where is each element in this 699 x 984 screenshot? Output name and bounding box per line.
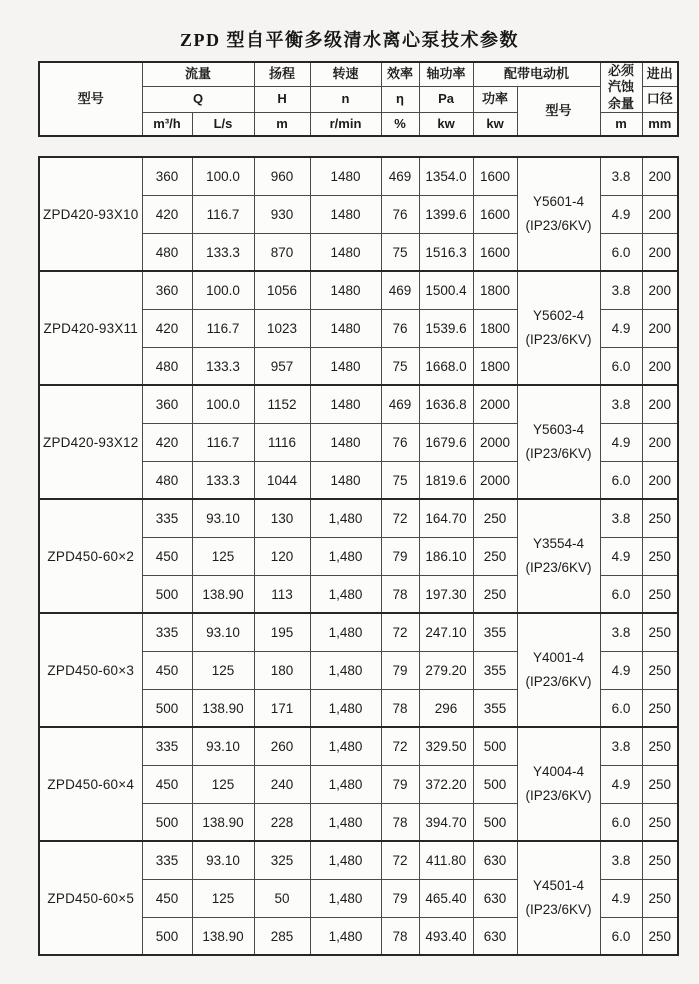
- flow-m3h-cell: 500: [142, 689, 192, 727]
- speed-cell: 1,480: [310, 841, 381, 879]
- head-cell: 1023: [254, 309, 310, 347]
- diameter-cell: 200: [642, 461, 678, 499]
- efficiency-cell: 76: [381, 423, 419, 461]
- shaft-power-cell: 1636.8: [419, 385, 473, 423]
- npsh-cell: 6.0: [600, 689, 642, 727]
- motor-model-name: Y5601-4: [532, 194, 585, 210]
- efficiency-cell: 79: [381, 651, 419, 689]
- flow-m3h-cell: 335: [142, 727, 192, 765]
- motor-model: [517, 841, 600, 955]
- flow-ls-cell: 100.0: [192, 157, 254, 195]
- flow-ls-cell: 138.90: [192, 803, 254, 841]
- col-header-diameter: 口径: [642, 86, 678, 112]
- motor-power-cell: 630: [473, 879, 517, 917]
- speed-cell: 1480: [310, 309, 381, 347]
- motor-power-cell: 250: [473, 575, 517, 613]
- unit-npsh-m: m: [600, 112, 642, 136]
- data-table-body: [39, 157, 678, 955]
- npsh-cell: 6.0: [600, 917, 642, 955]
- shaft-power-cell: 1668.0: [419, 347, 473, 385]
- flow-m3h-cell: 480: [142, 461, 192, 499]
- npsh-cell: 6.0: [600, 347, 642, 385]
- efficiency-cell: 79: [381, 765, 419, 803]
- motor-model-name: Y3554-4: [532, 536, 585, 552]
- flow-ls-cell: 125: [192, 879, 254, 917]
- efficiency-cell: 78: [381, 575, 419, 613]
- diameter-cell: 250: [642, 841, 678, 879]
- motor-power-cell: 250: [473, 499, 517, 537]
- header-table-body: [39, 62, 678, 136]
- efficiency-cell: 78: [381, 689, 419, 727]
- flow-ls-cell: 100.0: [192, 271, 254, 309]
- head-cell: 1056: [254, 271, 310, 309]
- col-header-flow: 流量: [142, 62, 254, 86]
- npsh-cell: 4.9: [600, 651, 642, 689]
- speed-cell: 1,480: [310, 727, 381, 765]
- speed-cell: 1,480: [310, 917, 381, 955]
- efficiency-cell: 76: [381, 195, 419, 233]
- flow-ls-cell: 125: [192, 765, 254, 803]
- head-cell: 130: [254, 499, 310, 537]
- flow-m3h-cell: 360: [142, 271, 192, 309]
- efficiency-cell: 72: [381, 727, 419, 765]
- col-header-inlet-outlet: 进出: [642, 62, 678, 86]
- motor-power-cell: 500: [473, 765, 517, 803]
- table-row: [39, 727, 678, 765]
- diameter-cell: 250: [642, 575, 678, 613]
- diameter-cell: 200: [642, 157, 678, 195]
- shaft-power-cell: 465.40: [419, 879, 473, 917]
- col-header-efficiency: 效率: [381, 62, 419, 86]
- efficiency-cell: 76: [381, 309, 419, 347]
- npsh-cell: 3.8: [600, 613, 642, 651]
- table-row: [39, 499, 678, 537]
- head-cell: 957: [254, 347, 310, 385]
- symbol-pa: Pa: [419, 86, 473, 112]
- diameter-cell: 250: [642, 689, 678, 727]
- motor-model-ip-rating: (IP23/6KV): [525, 218, 592, 234]
- motor-model-ip-rating: (IP23/6KV): [525, 446, 592, 462]
- npsh-cell: 4.9: [600, 537, 642, 575]
- symbol-n: n: [310, 86, 381, 112]
- motor-model-ip-rating: (IP23/6KV): [525, 902, 592, 918]
- flow-m3h-cell: 450: [142, 651, 192, 689]
- shaft-power-cell: 372.20: [419, 765, 473, 803]
- diameter-cell: 200: [642, 195, 678, 233]
- table-row: [39, 385, 678, 423]
- motor-power-cell: 1800: [473, 347, 517, 385]
- unit-rmin: r/min: [310, 112, 381, 136]
- flow-ls-cell: 116.7: [192, 309, 254, 347]
- shaft-power-cell: 296: [419, 689, 473, 727]
- speed-cell: 1,480: [310, 537, 381, 575]
- flow-ls-cell: 116.7: [192, 423, 254, 461]
- efficiency-cell: 75: [381, 347, 419, 385]
- shaft-power-cell: 1819.6: [419, 461, 473, 499]
- head-cell: 50: [254, 879, 310, 917]
- head-cell: 260: [254, 727, 310, 765]
- motor-model-ip-rating: (IP23/6KV): [525, 674, 592, 690]
- diameter-cell: 250: [642, 651, 678, 689]
- shaft-power-cell: 1500.4: [419, 271, 473, 309]
- speed-cell: 1,480: [310, 651, 381, 689]
- diameter-cell: 200: [642, 423, 678, 461]
- head-cell: 285: [254, 917, 310, 955]
- symbol-h: H: [254, 86, 310, 112]
- flow-m3h-cell: 500: [142, 917, 192, 955]
- shaft-power-cell: 197.30: [419, 575, 473, 613]
- efficiency-cell: 72: [381, 499, 419, 537]
- col-header-head: 扬程: [254, 62, 310, 86]
- flow-m3h-cell: 450: [142, 765, 192, 803]
- speed-cell: 1,480: [310, 765, 381, 803]
- npsh-cell: 4.9: [600, 423, 642, 461]
- col-header-motor-power: 功率: [473, 86, 517, 112]
- flow-ls-cell: 93.10: [192, 727, 254, 765]
- motor-model: [517, 613, 600, 727]
- flow-m3h-cell: 420: [142, 423, 192, 461]
- unit-kw-shaft: kw: [419, 112, 473, 136]
- diameter-cell: 250: [642, 537, 678, 575]
- efficiency-cell: 72: [381, 841, 419, 879]
- flow-m3h-cell: 335: [142, 499, 192, 537]
- speed-cell: 1,480: [310, 613, 381, 651]
- pump-model: ZPD450-60×5: [39, 841, 142, 955]
- flow-m3h-cell: 480: [142, 347, 192, 385]
- table-row: [39, 841, 678, 879]
- motor-model-ip-rating: (IP23/6KV): [525, 788, 592, 804]
- shaft-power-cell: 186.10: [419, 537, 473, 575]
- npsh-cell: 3.8: [600, 727, 642, 765]
- motor-power-cell: 2000: [473, 461, 517, 499]
- speed-cell: 1480: [310, 385, 381, 423]
- symbol-q: Q: [142, 86, 254, 112]
- head-cell: 195: [254, 613, 310, 651]
- col-header-motor-model: 型号: [517, 86, 600, 136]
- header-table: [38, 61, 679, 137]
- npsh-cell: 6.0: [600, 575, 642, 613]
- col-header-speed: 转速: [310, 62, 381, 86]
- symbol-eta: η: [381, 86, 419, 112]
- motor-model: [517, 271, 600, 385]
- motor-model-name: Y4001-4: [532, 650, 585, 666]
- flow-m3h-cell: 500: [142, 575, 192, 613]
- diameter-cell: 200: [642, 385, 678, 423]
- flow-m3h-cell: 450: [142, 879, 192, 917]
- speed-cell: 1480: [310, 157, 381, 195]
- efficiency-cell: 78: [381, 803, 419, 841]
- speed-cell: 1480: [310, 233, 381, 271]
- head-cell: 870: [254, 233, 310, 271]
- shaft-power-cell: 411.80: [419, 841, 473, 879]
- motor-model: [517, 727, 600, 841]
- flow-ls-cell: 100.0: [192, 385, 254, 423]
- table-row: [39, 157, 678, 195]
- motor-power-cell: 2000: [473, 385, 517, 423]
- flow-ls-cell: 93.10: [192, 841, 254, 879]
- table-row: [39, 271, 678, 309]
- unit-m3h: m³/h: [142, 112, 192, 136]
- unit-percent: %: [381, 112, 419, 136]
- diameter-cell: 250: [642, 879, 678, 917]
- npsh-cell: 4.9: [600, 195, 642, 233]
- head-cell: 1152: [254, 385, 310, 423]
- speed-cell: 1,480: [310, 689, 381, 727]
- efficiency-cell: 469: [381, 157, 419, 195]
- diameter-cell: 200: [642, 309, 678, 347]
- motor-power-cell: 355: [473, 689, 517, 727]
- speed-cell: 1480: [310, 347, 381, 385]
- speed-cell: 1480: [310, 423, 381, 461]
- npsh-cell: 4.9: [600, 309, 642, 347]
- unit-m: m: [254, 112, 310, 136]
- motor-model: [517, 499, 600, 613]
- efficiency-cell: 469: [381, 385, 419, 423]
- motor-model-name: Y5602-4: [532, 308, 585, 324]
- head-cell: 240: [254, 765, 310, 803]
- head-cell: 113: [254, 575, 310, 613]
- motor-model-name: Y4501-4: [532, 878, 585, 894]
- head-cell: 325: [254, 841, 310, 879]
- flow-ls-cell: 138.90: [192, 917, 254, 955]
- head-cell: 120: [254, 537, 310, 575]
- diameter-cell: 200: [642, 233, 678, 271]
- shaft-power-cell: 1399.6: [419, 195, 473, 233]
- motor-power-cell: 1600: [473, 157, 517, 195]
- col-header-motor: 配带电动机: [473, 62, 600, 86]
- npsh-cell: 3.8: [600, 271, 642, 309]
- flow-ls-cell: 133.3: [192, 461, 254, 499]
- diameter-cell: 250: [642, 499, 678, 537]
- pump-model: ZPD450-60×4: [39, 727, 142, 841]
- speed-cell: 1480: [310, 195, 381, 233]
- flow-m3h-cell: 360: [142, 157, 192, 195]
- head-cell: 180: [254, 651, 310, 689]
- npsh-cell: 3.8: [600, 385, 642, 423]
- motor-power-cell: 500: [473, 727, 517, 765]
- pump-model: ZPD420-93X12: [39, 385, 142, 499]
- npsh-cell: 4.9: [600, 879, 642, 917]
- flow-m3h-cell: 335: [142, 841, 192, 879]
- shaft-power-cell: 1516.3: [419, 233, 473, 271]
- motor-power-cell: 355: [473, 613, 517, 651]
- flow-ls-cell: 138.90: [192, 689, 254, 727]
- efficiency-cell: 75: [381, 461, 419, 499]
- flow-m3h-cell: 420: [142, 309, 192, 347]
- shaft-power-cell: 279.20: [419, 651, 473, 689]
- motor-power-cell: 500: [473, 803, 517, 841]
- speed-cell: 1,480: [310, 879, 381, 917]
- page-title: ZPD 型自平衡多级清水离心泵技术参数: [180, 30, 519, 50]
- flow-ls-cell: 125: [192, 651, 254, 689]
- diameter-cell: 250: [642, 727, 678, 765]
- npsh-cell: 3.8: [600, 499, 642, 537]
- shaft-power-cell: 164.70: [419, 499, 473, 537]
- motor-power-cell: 1600: [473, 195, 517, 233]
- efficiency-cell: 79: [381, 879, 419, 917]
- motor-model-name: Y5603-4: [532, 422, 585, 438]
- flow-ls-cell: 133.3: [192, 233, 254, 271]
- speed-cell: 1480: [310, 271, 381, 309]
- head-cell: 171: [254, 689, 310, 727]
- efficiency-cell: 78: [381, 917, 419, 955]
- shaft-power-cell: 1679.6: [419, 423, 473, 461]
- flow-ls-cell: 93.10: [192, 499, 254, 537]
- table-row: [39, 613, 678, 651]
- diameter-cell: 250: [642, 917, 678, 955]
- npsh-cell: 6.0: [600, 803, 642, 841]
- shaft-power-cell: 329.50: [419, 727, 473, 765]
- diameter-cell: 250: [642, 803, 678, 841]
- pump-model: ZPD450-60×3: [39, 613, 142, 727]
- data-table: [38, 156, 679, 956]
- motor-model-name: Y4004-4: [532, 764, 585, 780]
- flow-m3h-cell: 335: [142, 613, 192, 651]
- motor-model-ip-rating: (IP23/6KV): [525, 332, 592, 348]
- speed-cell: 1,480: [310, 803, 381, 841]
- flow-m3h-cell: 500: [142, 803, 192, 841]
- flow-ls-cell: 116.7: [192, 195, 254, 233]
- motor-model-ip-rating: (IP23/6KV): [525, 560, 592, 576]
- flow-ls-cell: 93.10: [192, 613, 254, 651]
- motor-model: [517, 157, 600, 271]
- col-header-npsh: 必须汽蚀余量: [600, 62, 642, 112]
- npsh-cell: 3.8: [600, 841, 642, 879]
- motor-model: [517, 385, 600, 499]
- head-cell: 1116: [254, 423, 310, 461]
- motor-power-cell: 250: [473, 537, 517, 575]
- efficiency-cell: 72: [381, 613, 419, 651]
- unit-ls: L/s: [192, 112, 254, 136]
- motor-power-cell: 630: [473, 841, 517, 879]
- shaft-power-cell: 394.70: [419, 803, 473, 841]
- pump-model: ZPD450-60×2: [39, 499, 142, 613]
- diameter-cell: 250: [642, 613, 678, 651]
- head-cell: 930: [254, 195, 310, 233]
- npsh-cell: 4.9: [600, 765, 642, 803]
- flow-ls-cell: 133.3: [192, 347, 254, 385]
- efficiency-cell: 79: [381, 537, 419, 575]
- shaft-power-cell: 247.10: [419, 613, 473, 651]
- diameter-cell: 200: [642, 347, 678, 385]
- diameter-cell: 200: [642, 271, 678, 309]
- head-cell: 228: [254, 803, 310, 841]
- npsh-cell: 6.0: [600, 233, 642, 271]
- flow-ls-cell: 138.90: [192, 575, 254, 613]
- motor-power-cell: 630: [473, 917, 517, 955]
- speed-cell: 1,480: [310, 499, 381, 537]
- shaft-power-cell: 493.40: [419, 917, 473, 955]
- header-row-1: [39, 62, 678, 86]
- pump-model: ZPD420-93X10: [39, 157, 142, 271]
- flow-m3h-cell: 420: [142, 195, 192, 233]
- unit-mm: mm: [642, 112, 678, 136]
- col-header-shaft-power: 轴功率: [419, 62, 473, 86]
- motor-power-cell: 1800: [473, 271, 517, 309]
- pump-model: ZPD420-93X11: [39, 271, 142, 385]
- unit-kw-motor: kw: [473, 112, 517, 136]
- motor-power-cell: 1600: [473, 233, 517, 271]
- npsh-cell: 6.0: [600, 461, 642, 499]
- motor-power-cell: 355: [473, 651, 517, 689]
- speed-cell: 1480: [310, 461, 381, 499]
- speed-cell: 1,480: [310, 575, 381, 613]
- flow-ls-cell: 125: [192, 537, 254, 575]
- head-cell: 960: [254, 157, 310, 195]
- npsh-cell: 3.8: [600, 157, 642, 195]
- motor-power-cell: 2000: [473, 423, 517, 461]
- efficiency-cell: 469: [381, 271, 419, 309]
- motor-power-cell: 1800: [473, 309, 517, 347]
- diameter-cell: 250: [642, 765, 678, 803]
- col-header-model: 型号: [39, 62, 142, 136]
- head-cell: 1044: [254, 461, 310, 499]
- shaft-power-cell: 1539.6: [419, 309, 473, 347]
- shaft-power-cell: 1354.0: [419, 157, 473, 195]
- flow-m3h-cell: 480: [142, 233, 192, 271]
- flow-m3h-cell: 360: [142, 385, 192, 423]
- flow-m3h-cell: 450: [142, 537, 192, 575]
- efficiency-cell: 75: [381, 233, 419, 271]
